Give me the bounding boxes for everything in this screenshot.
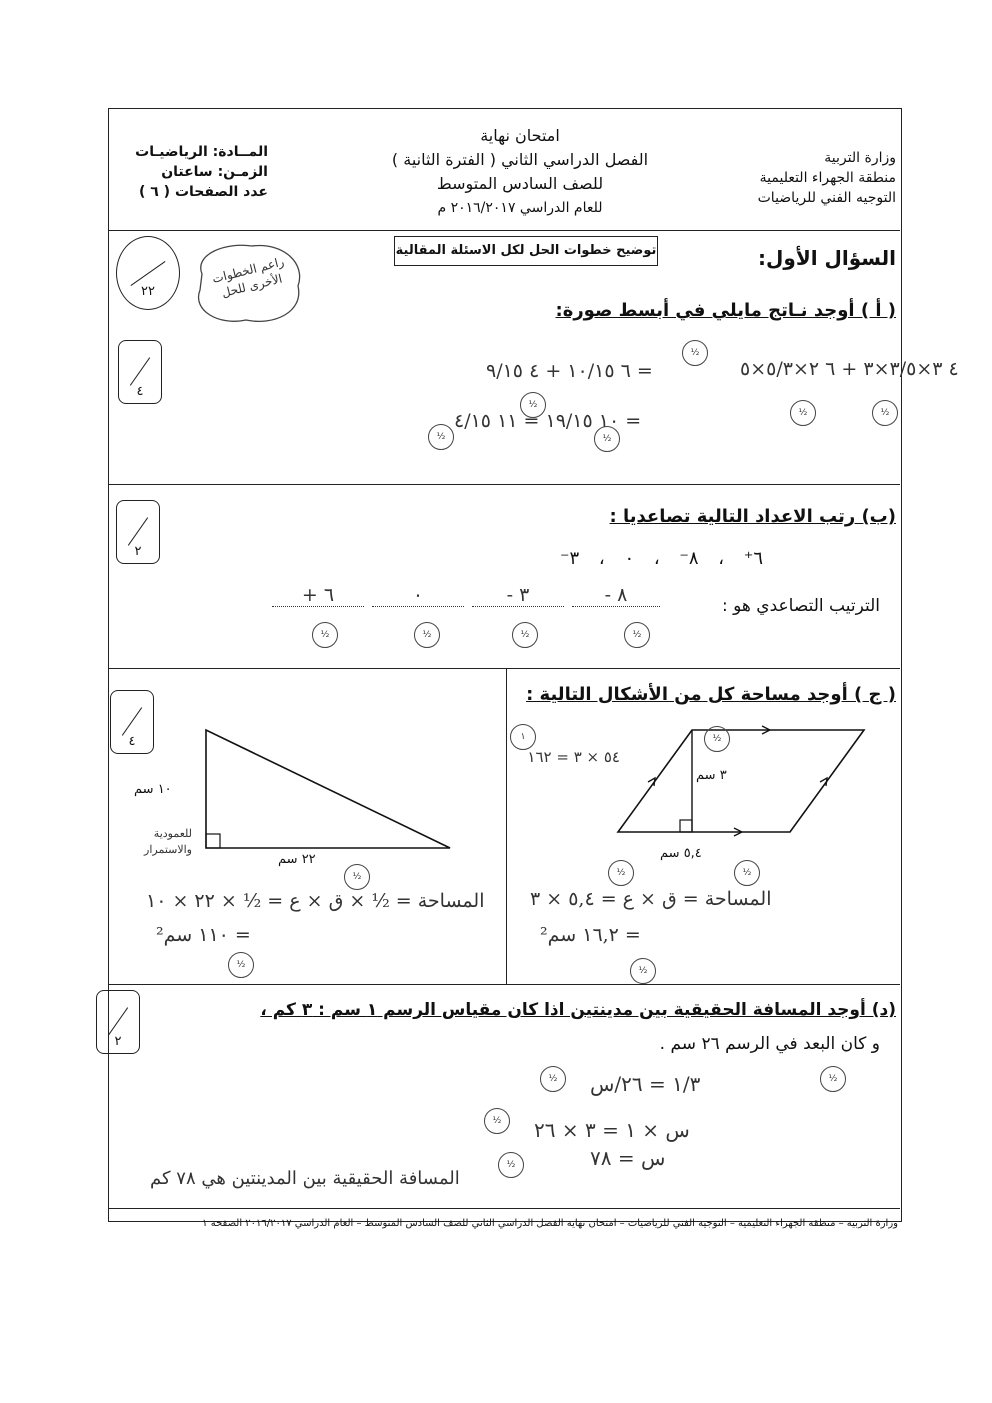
divider-c-d: [108, 984, 900, 985]
divider-c-vertical: [506, 668, 507, 984]
part-a-label: ( أ ) أوجد نـاتج مايلي في أبسط صورة:: [555, 300, 896, 321]
answer-slot-4: ٦ +: [272, 584, 364, 607]
answer-slot-2: ٣ -: [472, 584, 564, 607]
triangle-area-1: المساحة = ½ × ق × ع = ½ × ٢٢ × ١٠: [146, 890, 485, 912]
total-score-value: ٢٢: [141, 284, 155, 299]
part-b-score: ٢: [134, 544, 142, 559]
mark-c-6: ½: [344, 864, 370, 890]
parallelogram-work: ٥٤ × ٣ = ١٦٢: [527, 748, 620, 766]
score-slash: [131, 261, 166, 286]
instruction-box: توضيح خطوات الحل لكل الاسئلة المقالية: [394, 236, 658, 266]
header-exam-title: [380, 124, 660, 220]
triangle-note: للعمودية والاستمرار: [144, 827, 192, 856]
part-d-line-3: س = ٧٨: [590, 1146, 666, 1170]
ministry-name: وزارة التربية: [824, 150, 896, 166]
exam-term: الفصل الدراسي الثاني ( الفترة الثانية ): [391, 150, 649, 169]
part-d-label: (د) أوجد المسافة الحقيقية بين مدينتين اذا كان مقياس الرسم ١ سم : ٣ كم ،: [260, 1000, 896, 1020]
mark-c-7: ½: [228, 952, 254, 978]
parallelogram-figure: [614, 722, 874, 842]
district-name: منطقة الجهراء التعليمية: [759, 170, 896, 186]
part-c-score: ٤: [128, 734, 136, 749]
mark-c-2: ١: [510, 724, 536, 750]
part-d-score-box: [96, 990, 140, 1054]
answer-slot-3: ٠: [372, 584, 464, 607]
part-b-label: (ب) رتب الاعداد التالية تصاعديا :: [609, 506, 896, 527]
part-d-label-wrap: [260, 1000, 896, 1020]
triangle-base: ٢٢ سم: [278, 852, 316, 867]
mark-c-4: ½: [734, 860, 760, 886]
department-name: التوجيه الفني للرياضيات: [757, 190, 896, 206]
part-d-score: ٢: [114, 1034, 122, 1049]
duration-label: الزمـن: ساعتان: [161, 164, 268, 180]
parallelogram-height: ٣ سم: [696, 768, 727, 783]
triangle-figure: [200, 724, 460, 854]
subject-label: المــادة: الرياضيـات: [135, 144, 268, 160]
part-a-work-2: = ١٠ ١٩/١٥ = ١١ ٤/١٥: [454, 410, 642, 432]
divider-b-c: [108, 668, 900, 669]
triangle-height: ١٠ سم: [134, 782, 172, 797]
header-divider: [108, 230, 900, 231]
mark-a-3: ½: [872, 400, 898, 426]
mark-c-1: ½: [704, 726, 730, 752]
part-b-numbers: ٦⁺ ، ٨⁻ ، ٠ ، ٣⁻: [560, 548, 763, 569]
mark-a-6: ½: [428, 424, 454, 450]
page-footer: وزارة التربية – منطقة الجهراء التعليمية – التوجيه الفني للرياضيات – امتحان نهاية الفصل الدراسي الثاني للصف السادس المتوسط – العام الدراسي ٢٠١٦/٢٠١٧ الصفحة ١: [202, 1218, 898, 1229]
mark-a-1: ½: [682, 340, 708, 366]
part-b-order-label: الترتيب التصاعدي هو :: [722, 596, 880, 616]
mark-d-3: ½: [484, 1108, 510, 1134]
parallelogram-area-1: المساحة = ق × ع = ٥,٤ × ٣: [530, 888, 772, 910]
exam-title: امتحان نهاية: [480, 126, 560, 145]
mark-d-1: ½: [540, 1066, 566, 1092]
exam-year: للعام الدراسي ٢٠١٦/٢٠١٧ م: [437, 200, 603, 216]
mark-b-2: ½: [512, 622, 538, 648]
mark-c-5: ½: [630, 958, 656, 984]
part-d-line-2: س × ١ = ٣ × ٢٦: [534, 1118, 690, 1142]
exam-grade: للصف السادس المتوسط: [436, 174, 604, 193]
part-a-score-box: [118, 340, 162, 404]
part-a-work-1: = ٦ ١٠/١٥ + ٤ ٩/١٥: [486, 360, 653, 382]
part-a-score: ٤: [136, 384, 144, 399]
mark-c-3: ½: [608, 860, 634, 886]
part-c-label: ( ج ) أوجد مساحة كل من الأشكال التالية :: [526, 684, 896, 705]
section-title: السؤال الأول:: [758, 246, 896, 270]
mark-a-5: ½: [594, 426, 620, 452]
header-subject: [118, 142, 268, 202]
mark-a-2: ½: [790, 400, 816, 426]
answer-slot-1: ٨ -: [572, 584, 660, 607]
part-b-answer-line: [272, 584, 672, 616]
part-b-score-box: [116, 500, 160, 564]
mark-d-2: ½: [820, 1066, 846, 1092]
stamp-text: راعم الخطوات الأخرى للحل: [210, 254, 286, 301]
part-c-score-box: [110, 690, 154, 754]
total-score-circle: [116, 236, 180, 310]
header-ministry: [736, 148, 896, 208]
part-d-label-2: و كان البعد في الرسم ٢٦ سم .: [659, 1034, 880, 1054]
page-count-label: عدد الصفحات ( ٦ ): [138, 184, 268, 200]
mark-a-4: ½: [520, 392, 546, 418]
mark-d-4: ½: [498, 1152, 524, 1178]
mark-b-3: ½: [414, 622, 440, 648]
divider-d-footer: [108, 1208, 900, 1209]
part-d-conclusion: المسافة الحقيقية بين المدينتين هي ٧٨ كم: [150, 1168, 460, 1189]
parallelogram-area-2: = ١٦,٢ سم²: [540, 924, 641, 946]
divider-a-b: [108, 484, 900, 485]
part-d-line-1: ١/٣ = ٢٦/س: [590, 1072, 701, 1096]
part-a-problem: ٤ ٣×٣/٥×٣ + ٦ ٢×٥/٣×٥: [740, 358, 959, 380]
parallelogram-base: ٥,٤ سم: [660, 846, 702, 861]
triangle-area-2: = ١١٠ سم²: [156, 924, 251, 946]
mark-b-4: ½: [312, 622, 338, 648]
mark-b-1: ½: [624, 622, 650, 648]
